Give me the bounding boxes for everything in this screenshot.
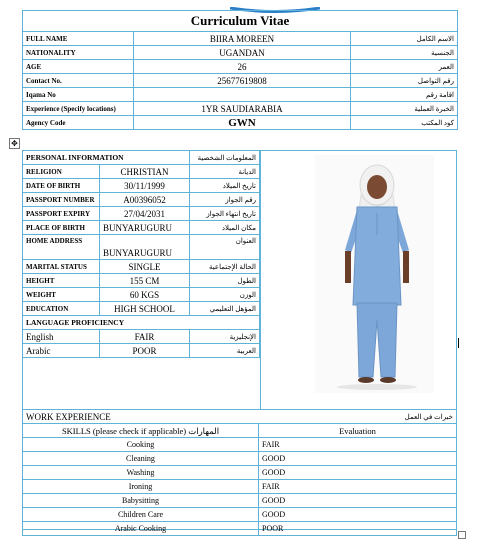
row-full-name: FULL NAME BIIRA MOREEN الاسم الكامل: [23, 32, 458, 46]
skills-header-row: SKILLS (please check if applicable) المهارات Evaluation: [23, 424, 457, 438]
row-dob: DATE OF BIRTH 30/11/1999 تاريخ الميلاد: [23, 179, 260, 193]
row-lang-english: English FAIR الإنجليزية: [23, 330, 260, 344]
row-passport-number: PASSPORT NUMBER A00396052 رقم الجواز: [23, 193, 260, 207]
personal-info-table: [22, 150, 260, 358]
skill-row: Arabic Cooking POOR: [23, 522, 457, 536]
page-title: Curriculum Vitae: [23, 11, 458, 32]
row-experience: Experience (Specify locations) 1YR SAUDIARABIA الخبرة العملية: [23, 102, 458, 116]
skill-row: Cooking FAIR: [23, 438, 457, 452]
text-cursor: [458, 338, 459, 348]
personal-info-header: PERSONAL INFORMATION المعلومات الشخصية: [23, 151, 260, 165]
row-religion: RELIGION CHRISTIAN الديانة: [23, 165, 260, 179]
candidate-photo: [315, 155, 434, 393]
skill-row: Babysitting GOOD: [23, 494, 457, 508]
row-age: AGE 26 العمر: [23, 60, 458, 74]
row-contact: Contact No. 25677619808 رقم التواصل: [23, 74, 458, 88]
row-agency-code: Agency Code GWN كود المكتب: [23, 116, 458, 130]
table-move-handle-icon[interactable]: ✥: [9, 138, 20, 149]
row-passport-expiry: PASSPORT EXPIRY 27/04/2031 تاريخ انتهاء الجواز: [23, 207, 260, 221]
work-experience-table: [22, 409, 457, 536]
row-iqama: Iqama No اقامة رقم: [23, 88, 458, 102]
language-header: LANGUAGE PROFICIENCY: [23, 316, 260, 330]
skill-row: Ironing FAIR: [23, 480, 457, 494]
logo-fragment: [230, 0, 320, 6]
table-resize-handle[interactable]: [458, 531, 466, 539]
row-weight: WEIGHT 60 KGS الوزن: [23, 288, 260, 302]
person-photo-icon: [315, 155, 434, 393]
work-experience-header: WORK EXPERIENCE خبرات في العمل: [23, 410, 457, 424]
row-height: HEIGHT 155 CM الطول: [23, 274, 260, 288]
row-marital-status: MARITAL STATUS SINGLE الحالة الإجتماعية: [23, 260, 260, 274]
skill-row: Washing GOOD: [23, 466, 457, 480]
row-education: EDUCATION HIGH SCHOOL المؤهل التعليمي: [23, 302, 260, 316]
row-lang-arabic: Arabic POOR العربية: [23, 344, 260, 358]
column-divider: [260, 150, 261, 409]
header-table: [22, 10, 458, 130]
skill-row: Cleaning GOOD: [23, 452, 457, 466]
skill-row: Children Care GOOD: [23, 508, 457, 522]
row-home-address: HOME ADDRESS BUNYARUGURU العنوان: [23, 235, 260, 260]
row-place-of-birth: PLACE OF BIRTH BUNYARUGURU مكان الميلاد: [23, 221, 260, 235]
row-nationality: NATIONALITY UGANDAN الجنسية: [23, 46, 458, 60]
